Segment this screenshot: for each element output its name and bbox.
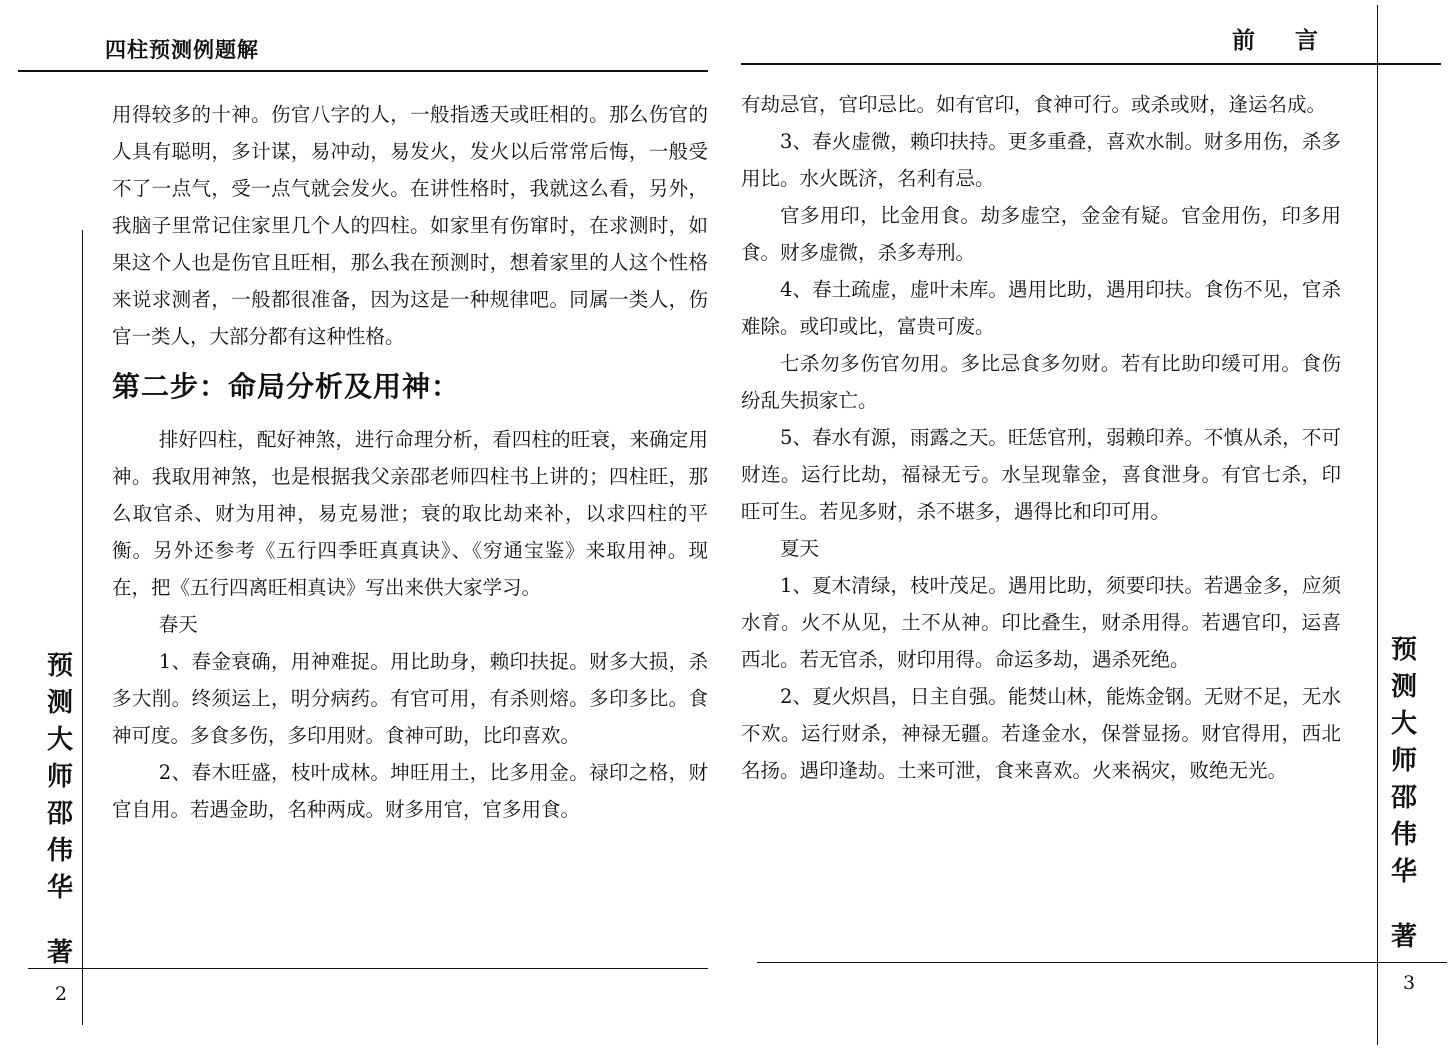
left-paragraph-2: 排好四柱，配好神煞，进行命理分析，看四柱的旺衰，来确定用神。我取用神煞，也是根据我父亲邵老师四柱书上讲的；四柱旺，那么取官杀、财为用神，易克易泄；衰的取比劫来补，以求四柱的平衡。另外还参考《五行四季旺真真诀》、《穷通宝鉴》来取用神。现在，把《五行四离旺相真诀》写出来供大家学习。 [112,428,708,599]
left-running-title: 四柱预测例题解 [105,38,259,62]
left-paragraph-1: 用得较多的十神。伤官八字的人，一般指透天或旺相的。那么伤官的人具有聪明，多计谋，易冲动，易发火，发火以后常常后悔，一般受不了一点气，受一点气就会发火。在讲性格时，我就这么看，另外，我脑子里常记住家里几个人的四柱。如家里有伤窜时，在求测时，如果这个人也是伤官且旺相，那么我在预测时，想着家里的人这个性格来说求测者，一般都很准备，因为这是一种规律吧。同属一类人，伤官一类人，大部分都有这种性格。 [112,103,708,348]
right-body-text [741,86,1341,789]
left-body-text [112,96,708,828]
right-header-rule [741,63,1441,65]
right-paragraph-5: 七杀勿多伤官勿用。多比忌食多勿财。若有比助印缓可用。食伤纷乱失损家亡。 [741,352,1341,412]
right-paragraph-2: 3、春火虚微，赖印扶持。更多重叠，喜欢水制。财多用伤，杀多用比。水火既济，名利有忌。 [741,130,1341,190]
right-footer-rule [757,962,1447,963]
left-subheading-spring: 春天 [158,613,198,636]
right-paragraph-3: 官多用印，比金用食。劫多虚空，金金有疑。官金用伤，印多用食。财多虚微，杀多寿刑。 [741,204,1341,264]
right-page [727,0,1454,1055]
right-paragraph-1: 有劫忌官，官印忌比。如有官印，食神可行。或杀或财，逢运名成。 [741,93,1327,116]
right-margin-line [1377,5,1378,1045]
right-paragraph-7: 1、夏木清绿，枝叶茂足。遇用比助，须要印扶。若遇金多，应须水育。火不从见，土不从神。印比叠生，财杀用得。若遇官印，运喜西北。若无官杀，财印用得。命运多劫，遇杀死绝。 [741,574,1341,671]
section-heading: 第二步：命局分析及用神： [112,370,461,403]
right-page-number: 3 [1403,972,1416,994]
left-footer-rule [28,968,708,969]
left-paragraph-3: 1、春金衰确，用神难捉。用比助身，赖印扶捉。财多大损，杀多大削。终须运上，明分病药。有官可用，有杀则熔。多印多比。食神可度。多食多伤，多印用财。食神可助，比印喜欢。 [112,650,708,747]
right-paragraph-4: 4、春土疏虚，虚叶未库。遇用比助，遇用印扶。食伤不见，官杀难除。或印或比，富贵可废。 [741,278,1341,338]
left-side-author: 预 测 大 师 邵 伟 华 著 [46,651,73,968]
left-header-rule [18,70,708,72]
right-side-author: 预 测 大 师 邵 伟 华 著 [1390,635,1417,952]
right-paragraph-6: 5、春水有源，雨露之天。旺恁官刑，弱赖印养。不慎从杀，不可财连。运行比劫，福禄无亏。水呈现靠金，喜食泄身。有官七杀，印旺可生。若见多财，杀不堪多，遇得比和印可用。 [741,426,1341,523]
right-paragraph-8: 2、夏火炽昌，日主自强。能焚山林，能炼金钢。无财不足，无水不欢。运行财杀，神禄无疆。若逢金水，保誉显扬。财官得用，西北名扬。遇印逢劫。土来可泄，食来喜欢。火来祸灾，败绝无光。 [741,685,1341,782]
left-margin-line [82,230,83,1025]
right-subheading-summer: 夏天 [780,537,820,560]
right-running-title: 前言 [1232,28,1358,54]
left-page-number: 2 [55,983,68,1005]
left-paragraph-4: 2、春木旺盛，枝叶成林。坤旺用土，比多用金。禄印之格，财官自用。若遇金助，名种两成。财多用官，官多用食。 [112,761,708,821]
